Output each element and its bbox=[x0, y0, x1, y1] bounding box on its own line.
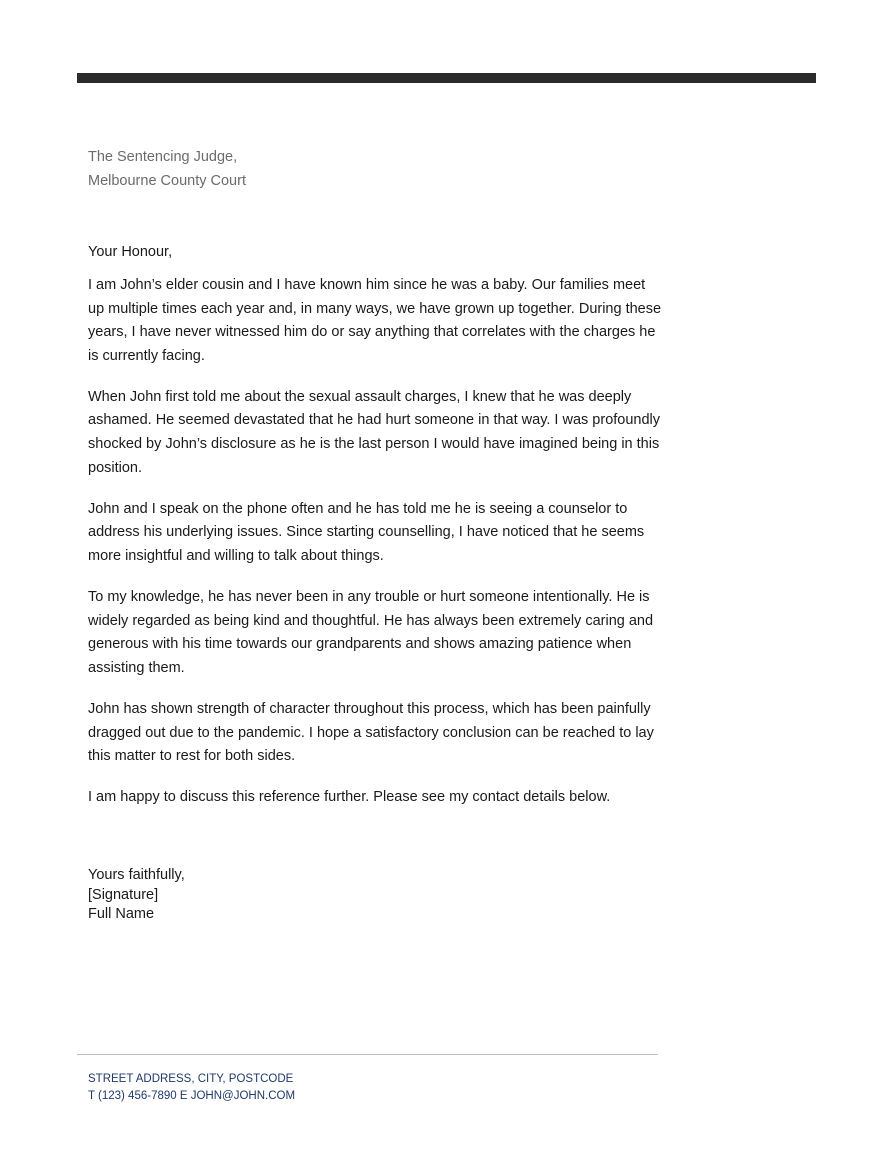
paragraph: I am happy to discuss this reference further. Please see my contact details below. bbox=[88, 789, 611, 806]
paragraph: John has shown strength of character throughout this process, which has been painfully dragged out due to the pandemic. I hope a satisfactory conclusion can be reached to lay this matter to rest for both sides. bbox=[88, 700, 654, 765]
paragraph: When John first told me about the sexual assault charges, I knew that he was deeply ashamed. He seemed devastated that he had hurt someone in that way. I was profoundly shocked by John’s disclosure as he is the last person I would have imagined being in this position. bbox=[88, 388, 661, 476]
recipient-title: The Sentencing Judge, bbox=[88, 149, 238, 165]
footer bbox=[88, 1071, 295, 1105]
footer-divider bbox=[77, 1054, 658, 1055]
paragraph: I am John’s elder cousin and I have known him since he was a baby. Our families meet up multiple times each year and, in many ways, we have grown up together. During these years, I have never witnessed him do or say anything that correlates with the charges he is currently facing. bbox=[88, 277, 662, 364]
footer-address: STREET ADDRESS, CITY, POSTCODE bbox=[88, 1073, 294, 1085]
header-bar bbox=[77, 73, 816, 83]
paragraph: John and I speak on the phone often and he has told me he is seeing a counselor to address his underlying issues. Since starting counselling, I have noticed that he seems more insightful and willing to talk about things. bbox=[88, 500, 645, 564]
recipient-block bbox=[88, 145, 246, 193]
footer-contact: T (123) 456-7890 E JOHN@JOHN.COM bbox=[88, 1090, 296, 1102]
full-name: Full Name bbox=[88, 906, 155, 922]
letter-body bbox=[88, 274, 664, 827]
paragraph: To my knowledge, he has never been in any trouble or hurt someone intentionally. He is widely regarded as being kind and thoughtful. He has always been extremely caring and generous with his time towards our grandparents and shows amazing patience when assisting them. bbox=[88, 589, 654, 676]
signoff: Yours faithfully, bbox=[88, 867, 185, 883]
closing-block bbox=[88, 866, 185, 925]
salutation: Your Honour, bbox=[88, 244, 173, 260]
recipient-court: Melbourne County Court bbox=[88, 173, 246, 189]
signature-placeholder: [Signature] bbox=[88, 886, 159, 903]
